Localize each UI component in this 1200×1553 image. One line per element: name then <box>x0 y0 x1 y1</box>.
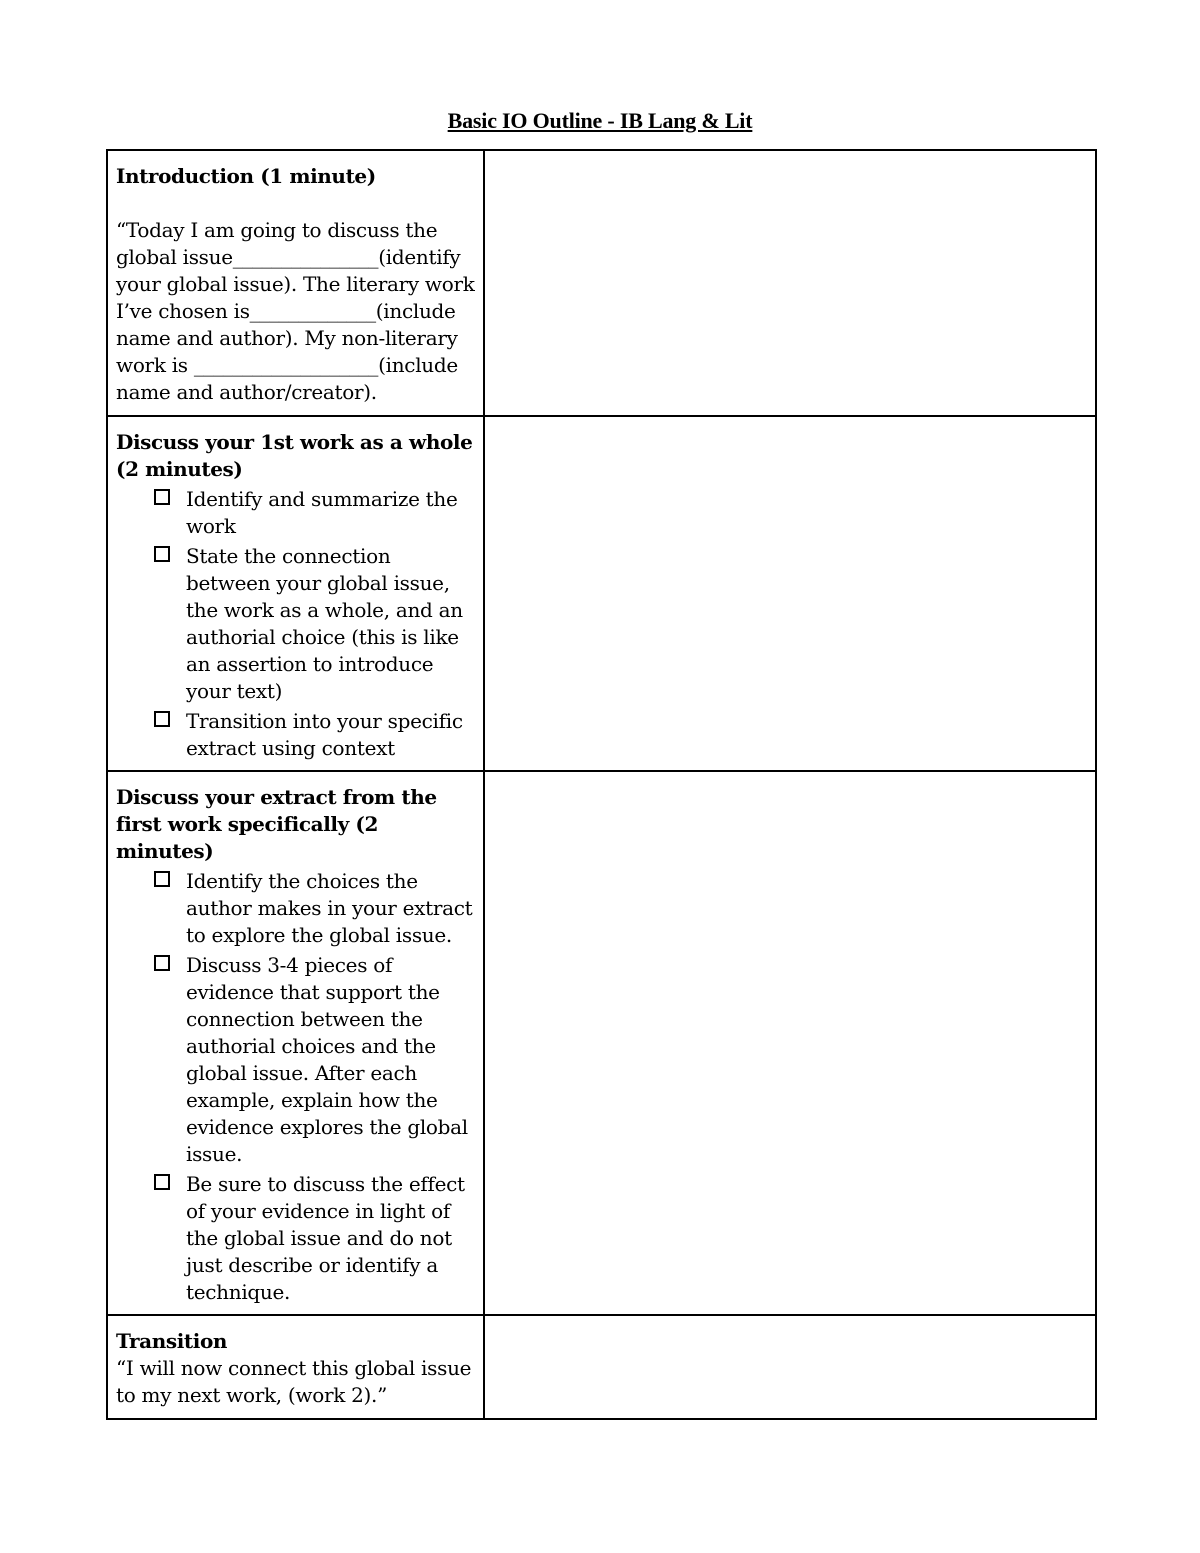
first-work-checklist <box>116 486 477 762</box>
checklist-item <box>154 486 477 540</box>
checklist-item-label: Be sure to discuss the effect of your evidence in light of the global issue and do not just describe or identify a technique. <box>186 1172 465 1304</box>
checklist-item <box>154 708 477 762</box>
extract-prompt-cell <box>107 771 484 1315</box>
extract-checklist <box>116 868 477 1306</box>
checklist-item-label: State the connection between your global issue, the work as a whole, and an authorial choice (this is like an assertion to introduce your text) <box>186 544 463 703</box>
transition-prompt-cell <box>107 1315 484 1419</box>
checklist-item-label: Identify and summarize the work <box>186 487 458 538</box>
page-title: Basic IO Outline - IB Lang & Lit <box>447 108 753 133</box>
table-row-introduction <box>107 150 1096 416</box>
introduction-heading: Introduction (1 minute) <box>116 164 376 188</box>
checkbox-icon[interactable] <box>154 489 170 505</box>
table-row-first-work <box>107 416 1096 771</box>
outline-table <box>106 149 1097 1420</box>
table-row-transition <box>107 1315 1096 1419</box>
transition-notes-cell[interactable] <box>484 1315 1096 1419</box>
introduction-prompt-cell <box>107 150 484 416</box>
checklist-item-label: Transition into your specific extract using context <box>186 709 463 760</box>
table-row-extract <box>107 771 1096 1315</box>
checkbox-icon[interactable] <box>154 546 170 562</box>
introduction-notes-cell[interactable] <box>484 150 1096 416</box>
transition-heading: Transition <box>116 1329 228 1353</box>
checkbox-icon[interactable] <box>154 1174 170 1190</box>
transition-text: “I will now connect this global issue to my next work, (work 2).” <box>116 1356 472 1407</box>
first-work-notes-cell[interactable] <box>484 416 1096 771</box>
checklist-item-label: Identify the choices the author makes in your extract to explore the global issue. <box>186 869 473 947</box>
extract-heading: Discuss your extract from the first work specifically (2 minutes) <box>116 785 437 863</box>
checkbox-icon[interactable] <box>154 711 170 727</box>
checkbox-icon[interactable] <box>154 871 170 887</box>
first-work-heading: Discuss your 1st work as a whole (2 minutes) <box>116 430 473 481</box>
checkbox-icon[interactable] <box>154 955 170 971</box>
checklist-item <box>154 868 477 949</box>
checklist-item <box>154 952 477 1168</box>
extract-notes-cell[interactable] <box>484 771 1096 1315</box>
introduction-text: “Today I am going to discuss the global issue_______________(identify your global issue). The literary work I’ve chosen is_____________(include name and author). My non-literary work is ___________________(include name and author/creator). <box>116 218 475 404</box>
checklist-item <box>154 543 477 705</box>
first-work-prompt-cell <box>107 416 484 771</box>
checklist-item <box>154 1171 477 1306</box>
checklist-item-label: Discuss 3-4 pieces of evidence that support the connection between the authorial choices and the global issue. After each example, explain how the evidence explores the global issue. <box>186 953 468 1166</box>
